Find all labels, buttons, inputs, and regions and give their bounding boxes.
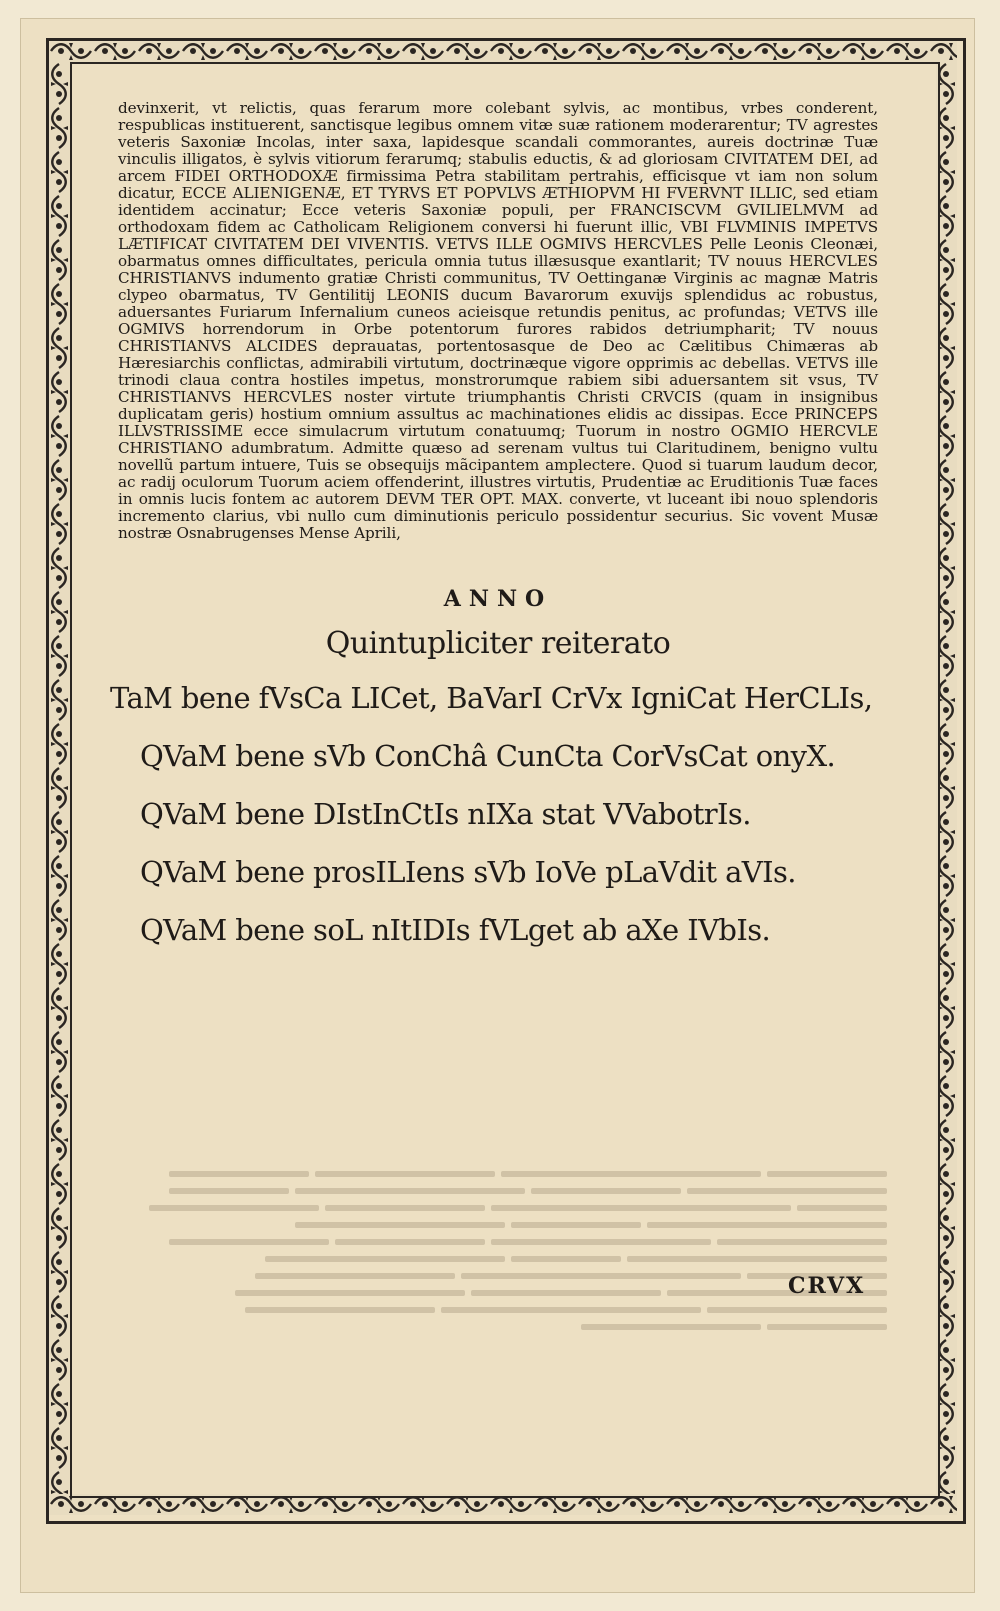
chronogram-verses bbox=[110, 669, 890, 959]
verse-line: QVaM bene sVb ConChâ CunCta CorVsCat onyX. bbox=[140, 739, 836, 773]
dedication-prose: devinxerit, vt relictis, quas ferarum more colebant sylvis, ac montibus, vrbes conderent, respublicas instituerent, sanctisque legibus omnem vitæ suæ rationem moderarentur; TV agrestes veteris Saxoniæ Incolas, inter saxa, lapidesque scandali commorantes, aureis doctrinæ Tuæ vinculis illigatos, è sylvis vitiorum ferarumq; stabulis eductis, & ad gloriosam CIVITATEM DEI, ad arcem FIDEI ORTHODOXÆ firmissima Petra stabilitam pertrahis, efficisque vt iam non solum dicatur, ECCE ALIENIGENÆ, ET TYRVS ET POPVLVS ÆTHIOPVM HI FVERVNT ILLIC, sed etiam identidem accinatur; Ecce veteris Saxoniæ populi, per FRANCISCVM GVILIELMVM ad orthodoxam fidem ac Catholicam Religionem conversi hi fuerunt illic, VBI FLVMINIS IMPETVS LÆTIFICAT CIVITATEM DEI VIVENTIS. VETVS ILLE OGMIVS HERCVLES Pelle Leonis Cleonæi, obarmatus omnes difficultates, pericula omnia tutus illæsusque exantlarit; TV nouus HERCVLES CHRISTIANVS indumento gratiæ Christi communitus, TV Oettinganæ Virginis ac magnæ Matris clypeo obarmatus, TV Gentilitij LEONIS ducum Bavarorum exuvijs splendidus ac robustus, aduersantes Furiarum Infernalium cuneos acieisque retundis penitus, ac profundas; VETVS ille OGMIVS horrendorum in Orbe potentorum furores rabidos detriumpharit; TV nouus CHRISTIANVS ALCIDES deprauatas, portentosasque de Deo ac Cælitibus Chimæras ab Hæresiarchis conflictas, admirabili virtutum, doctrinæque vigore opprimis ac debellas. VETVS ille trinodi claua contra hostiles impetus, monstrorumque rabiem sibi aduersantem sit vsus, TV CHRISTIANVS HERCVLES noster virtute triumphantis Christi CRVCIS (quam in insignibus duplicatam geris) hostium omnium assultus ac machinationes elidis ac dissipas. Ecce PRINCEPS ILLVSTRISSIME ecce simulacrum virtutum conatuumq; Tuorum in nostro OGMIO HERCVLE CHRISTIANO adumbratum. Admitte quæso ad serenam vultus tui Claritudinem, benigno vultu novellũ partum intuere, Tuis se obsequijs mãcipantem amplectere. Quod si tuarum laudum decor, ac radij oculorum Tuorum aciem offenderint, illustres virtutis, Prudentiæ ac Eruditionis Tuæ faces in omnis lucis fontem ac autorem DEVM TER OPT. MAX. converte, vt luceant ibi nouo splendoris incremento clarius, vbi nullo cum diminutionis periculo possidentur securius. Sic vovent Musæ nostræ Osnabrugenses Mense Aprili, bbox=[118, 99, 878, 542]
verse-line: QVaM bene DIstInCtIs nIXa stat VVabotrIs. bbox=[140, 797, 751, 831]
verse-line: QVaM bene soL nItIDIs fVLget ab aXe IVbIs. bbox=[140, 913, 771, 947]
text-block bbox=[110, 99, 878, 959]
anno-heading: ANNO bbox=[443, 586, 553, 612]
verse-line: TaM bene fVsCa LICet, BaVarI CrVx IgniCat HerCLIs, bbox=[110, 681, 873, 715]
verse-line: QVaM bene prosILIens sVb IoVe pLaVdit aVIs. bbox=[140, 855, 796, 889]
catchword: CRVX bbox=[788, 1273, 866, 1299]
show-through-text bbox=[112, 1165, 887, 1335]
subtitle-line: Quintupliciter reiterato bbox=[325, 626, 671, 661]
